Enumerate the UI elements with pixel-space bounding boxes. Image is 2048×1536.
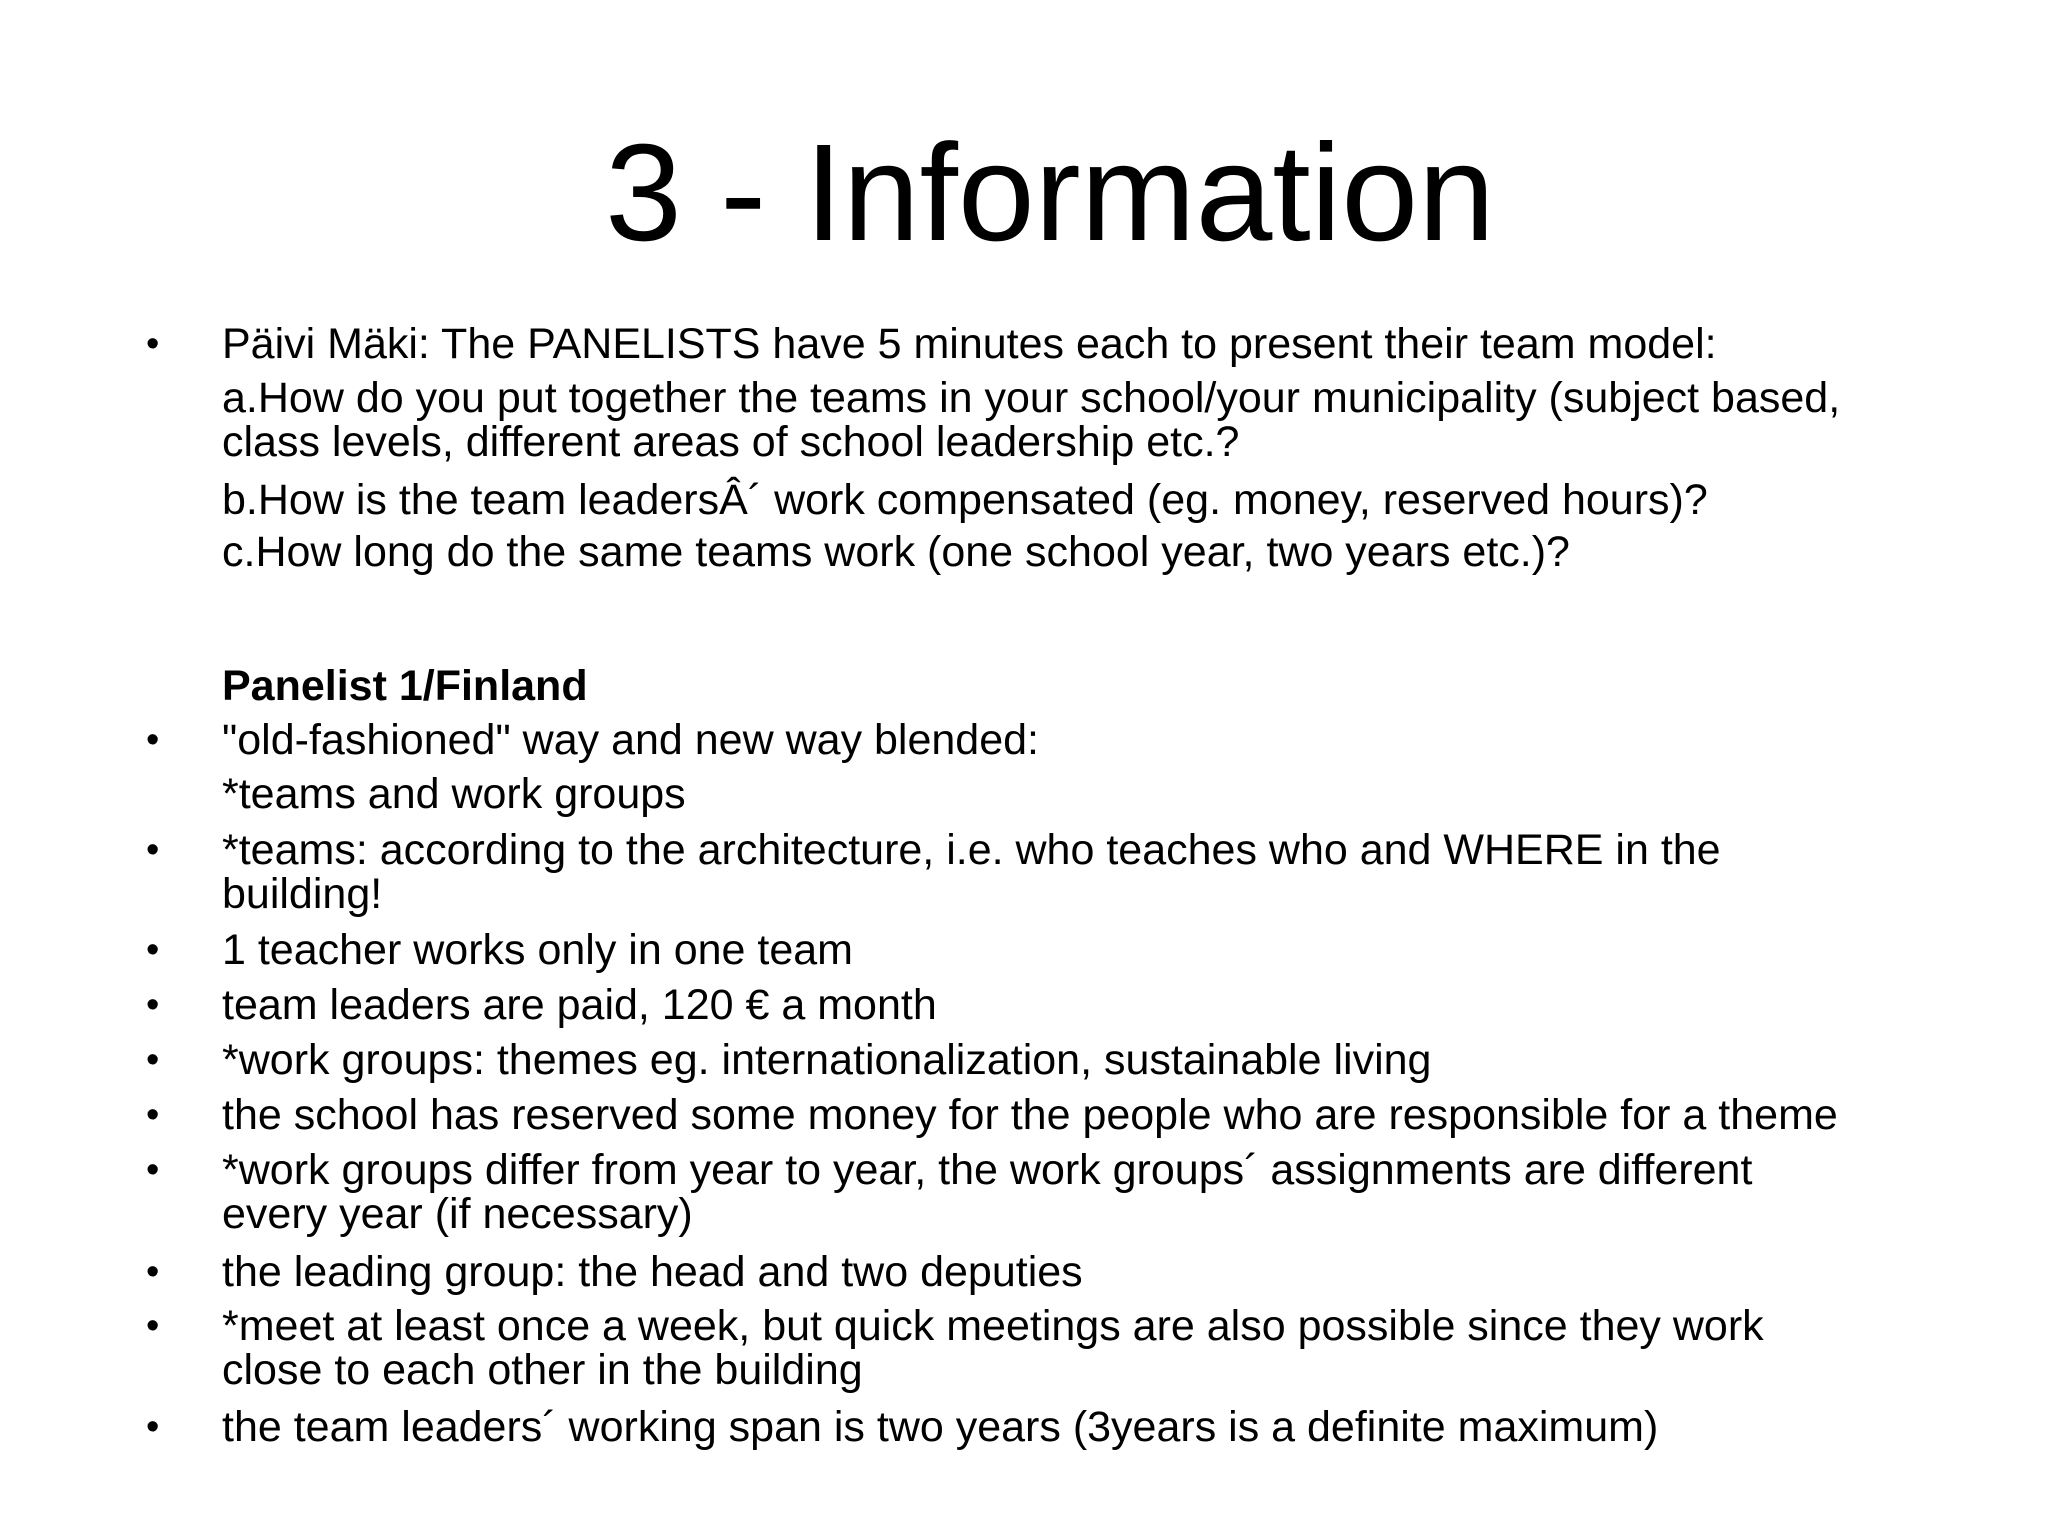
bullet-icon: • (146, 1305, 160, 1347)
bullet-icon: • (146, 1251, 160, 1293)
section-heading: Panelist 1/Finland (222, 662, 588, 710)
list-item-text: team leaders are paid, 120 € a month (222, 981, 937, 1029)
bullet-icon: • (146, 1406, 160, 1448)
list-item-text: a.How do you put together the teams in your school/your municipality (subject based, class levels, different areas of school leadership etc.? (222, 374, 1841, 466)
bullet-icon: • (146, 1149, 160, 1191)
list-item-text: *teams: according to the architecture, i.e. who teaches who and WHERE in the building! (222, 826, 1721, 918)
list-item-text: *meet at least once a week, but quick meetings are also possible since they work close to each other in the building (222, 1302, 1764, 1394)
list-item-text: *teams and work groups (222, 770, 686, 818)
list-item-text: the team leaders´ working span is two years (3years is a definite maximum) (222, 1403, 1659, 1451)
list-item-text: c.How long do the same teams work (one school year, two years etc.)? (222, 528, 1570, 576)
list-item-text: the school has reserved some money for the people who are responsible for a theme (222, 1091, 1838, 1139)
list-item-text: 1 teacher works only in one team (222, 926, 853, 974)
bullet-icon: • (146, 929, 160, 971)
bullet-icon: • (146, 1039, 160, 1081)
list-item-text: *work groups differ from year to year, the work groups´ assignments are different every year (if necessary) (222, 1146, 1753, 1238)
list-item-text: Päivi Mäki: The PANELISTS have 5 minutes each to present their team model: (222, 320, 1717, 368)
bullet-icon: • (146, 984, 160, 1026)
bullet-icon: • (146, 719, 160, 761)
list-item-text: b.How is the team leadersÂ´ work compensated (eg. money, reserved hours)? (222, 476, 1708, 524)
list-item-text: *work groups: themes eg. internationalization, sustainable living (222, 1036, 1432, 1084)
list-item-text: the leading group: the head and two deputies (222, 1248, 1083, 1296)
list-item-text: "old-fashioned" way and new way blended: (222, 716, 1039, 764)
slide-title: 3 - Information (605, 116, 1495, 270)
bullet-icon: • (146, 323, 160, 365)
bullet-icon: • (146, 829, 160, 871)
bullet-icon: • (146, 1094, 160, 1136)
